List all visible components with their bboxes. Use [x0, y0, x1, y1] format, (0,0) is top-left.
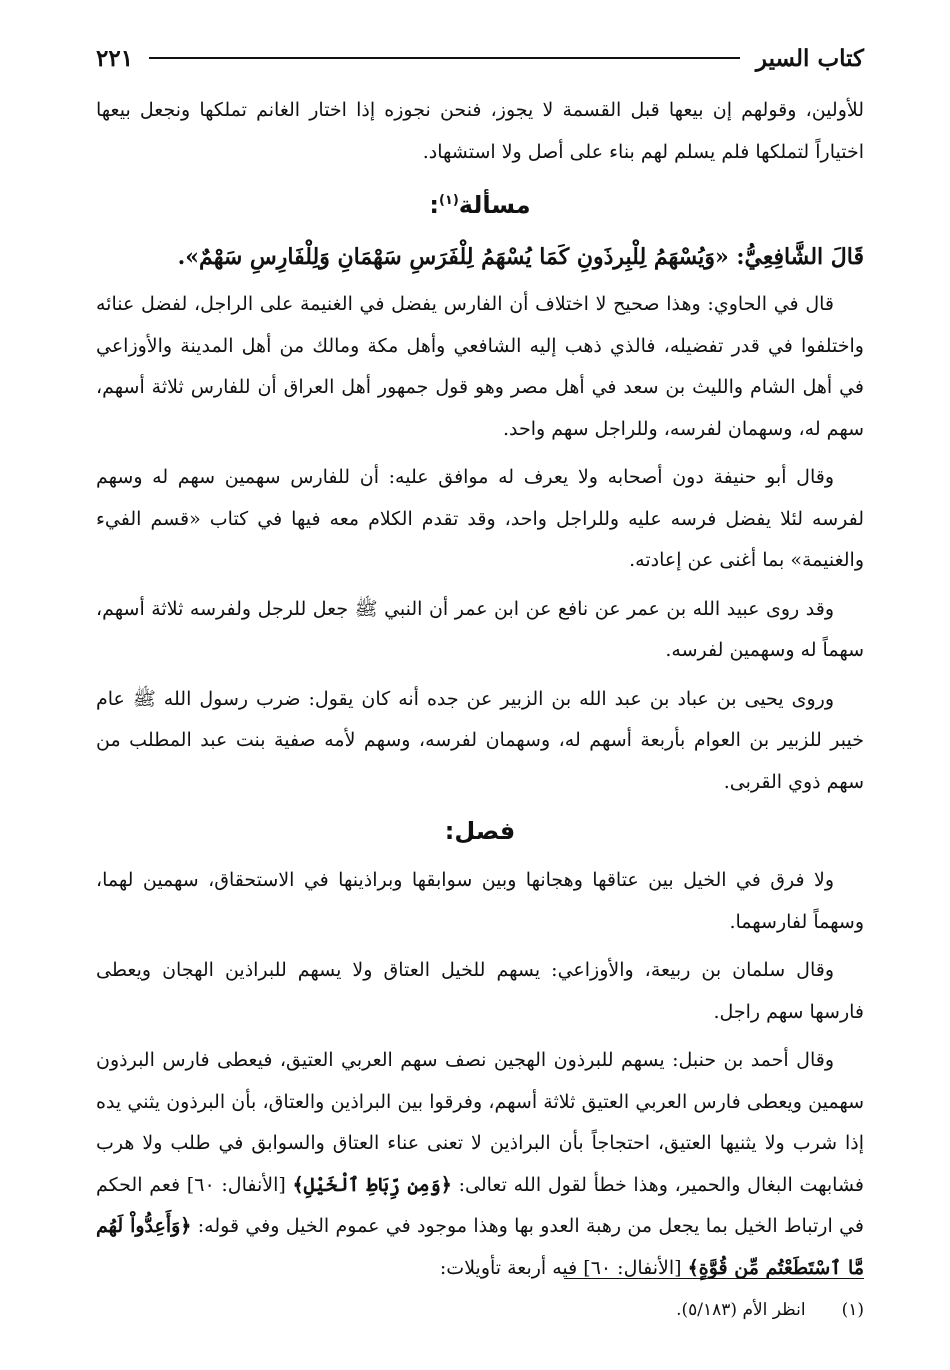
- running-title: كتاب السير: [755, 44, 864, 72]
- paragraph-2: قال في الحاوي: وهذا صحيح لا اختلاف أن الفارس يفضل في الغنيمة على الراجل، لفضل عنائه واختلفوا في قدر تفضيله، فالذي ذهب إليه الشافعي وأهل مكة ومالك من أهل المدينة والأوزاعي في أهل الشام والليث بن سعد في أهل مصر وهو قول جمهور أهل العراق أن للفارس ثلاثة أسهم، سهم له، وسهمان لفرسه، وللراجل سهم واحد.: [96, 293, 864, 440]
- paragraph-3: وقال أبو حنيفة دون أصحابه ولا يعرف له موافق عليه: أن للفارس سهمين سهم له وسهم لفرسه لئلا يفضل فرسه عليه وللراجل واحد، وقد تقدم الكلام معه فيها في كتاب «قسم الفيء والغنيمة» بما أغنى عن إعادته.: [96, 466, 864, 571]
- quran-verse-1: ﴿وَمِن رِّبَاطِ ٱلْخَيْلِ﴾: [292, 1173, 452, 1196]
- footnote-number: (١): [841, 1300, 864, 1320]
- paragraph-4: وقد روى عبيد الله بن عمر عن نافع عن ابن عمر أن النبي ﷺ جعل للرجل ولفرسه ثلاثة أسهم، سهماً له وسهمين لفرسه.: [96, 597, 864, 661]
- footnote-ref: (١): [438, 193, 459, 208]
- paragraph-8-part-c: [الأنفال: ٦٠] فيه أربعة تأويلات:: [439, 1256, 688, 1279]
- paragraph-8-part-b: [الأنفال: ٦٠] فعم الحكم في ارتباط الخيل بما يجعل من رهبة العدو بها وهذا موجود في عموم الخيل وفي قوله:: [96, 1173, 864, 1237]
- heading-masala-text: مسألة: [458, 191, 531, 219]
- quran-verse-2: ﴿وَأَعِدُّواْ لَهُم مَّا ٱسْتَطَعْتُم مِّن قُوَّةٍ﴾: [96, 1215, 864, 1279]
- page-number: ٢٢١: [96, 44, 134, 72]
- paragraph-7: وقال سلمان بن ربيعة، والأوزاعي: يسهم للخيل العتاق ولا يسهم للبراذين الهجان ويعطى فارسها سهم راجل.: [96, 959, 864, 1023]
- paragraph-5: وروى يحيى بن عباد بن عبد الله بن الزبير عن جده أنه كان يقول: ضرب رسول الله ﷺ عام خيبر للزبير بن العوام بأربعة أسهم له، وسهمان لفرسه، وسهم لأمه صفية بنت عبد المطلب من سهم ذوي القربى.: [96, 687, 864, 793]
- page-header: [96, 38, 864, 78]
- page-body: [96, 90, 864, 1296]
- footnote-text: انظر الأم (٥/١٨٣).: [676, 1300, 806, 1320]
- paragraph-1: للأولين، وقولهم إن بيعها قبل القسمة لا يجوز، فنحن نجوزه إذا اختار الغانم تملكها ونجعل بيعها اختياراً لتملكها فلم يسلم لهم بناء على أصل ولا استشهاد.: [96, 99, 864, 163]
- paragraph-6: ولا فرق في الخيل بين عتاقها وهجانها وبين سوابقها وبراذينها في الاستحقاق، سهمين لهما، وسهماً لفارسهما.: [96, 869, 864, 933]
- paragraph-8: [96, 1040, 864, 1289]
- section-heading-masala: [96, 180, 864, 226]
- shafii-quote: قَالَ الشَّافِعِيُّ: «وَيُسْهَمُ لِلْبِرذَونِ كَمَا يُسْهَمُ لِلْفَرَسِ سَهْمَانِ وَلِلْفَارِسِ سَهْمٌ».: [177, 244, 864, 270]
- header-rule: [149, 57, 740, 59]
- heading-colon: :: [429, 191, 439, 219]
- paragraph-8-part-a: وقال أحمد بن حنبل: يسهم للبرذون الهجين نصف سهم العربي العتيق، فيعطى فارس البرذون سهمين ويعطى فارس العربي العتيق ثلاثة أسهم، وفرقوا بين البراذين والعتاق، بأن البرذون يثني يده إذا شرب ولا يثنيها العتيق، احتجاجاً بأن البراذين لا تعنى عناء العتاق والسوابق في طلب ولا هرب فشابهت البغال والحمير، وهذا خطأ لقول الله تعالى:: [96, 1049, 864, 1196]
- section-heading-fasl: فصل:: [444, 817, 516, 845]
- footnote-rule: [564, 1278, 864, 1279]
- footnote: [96, 1296, 864, 1324]
